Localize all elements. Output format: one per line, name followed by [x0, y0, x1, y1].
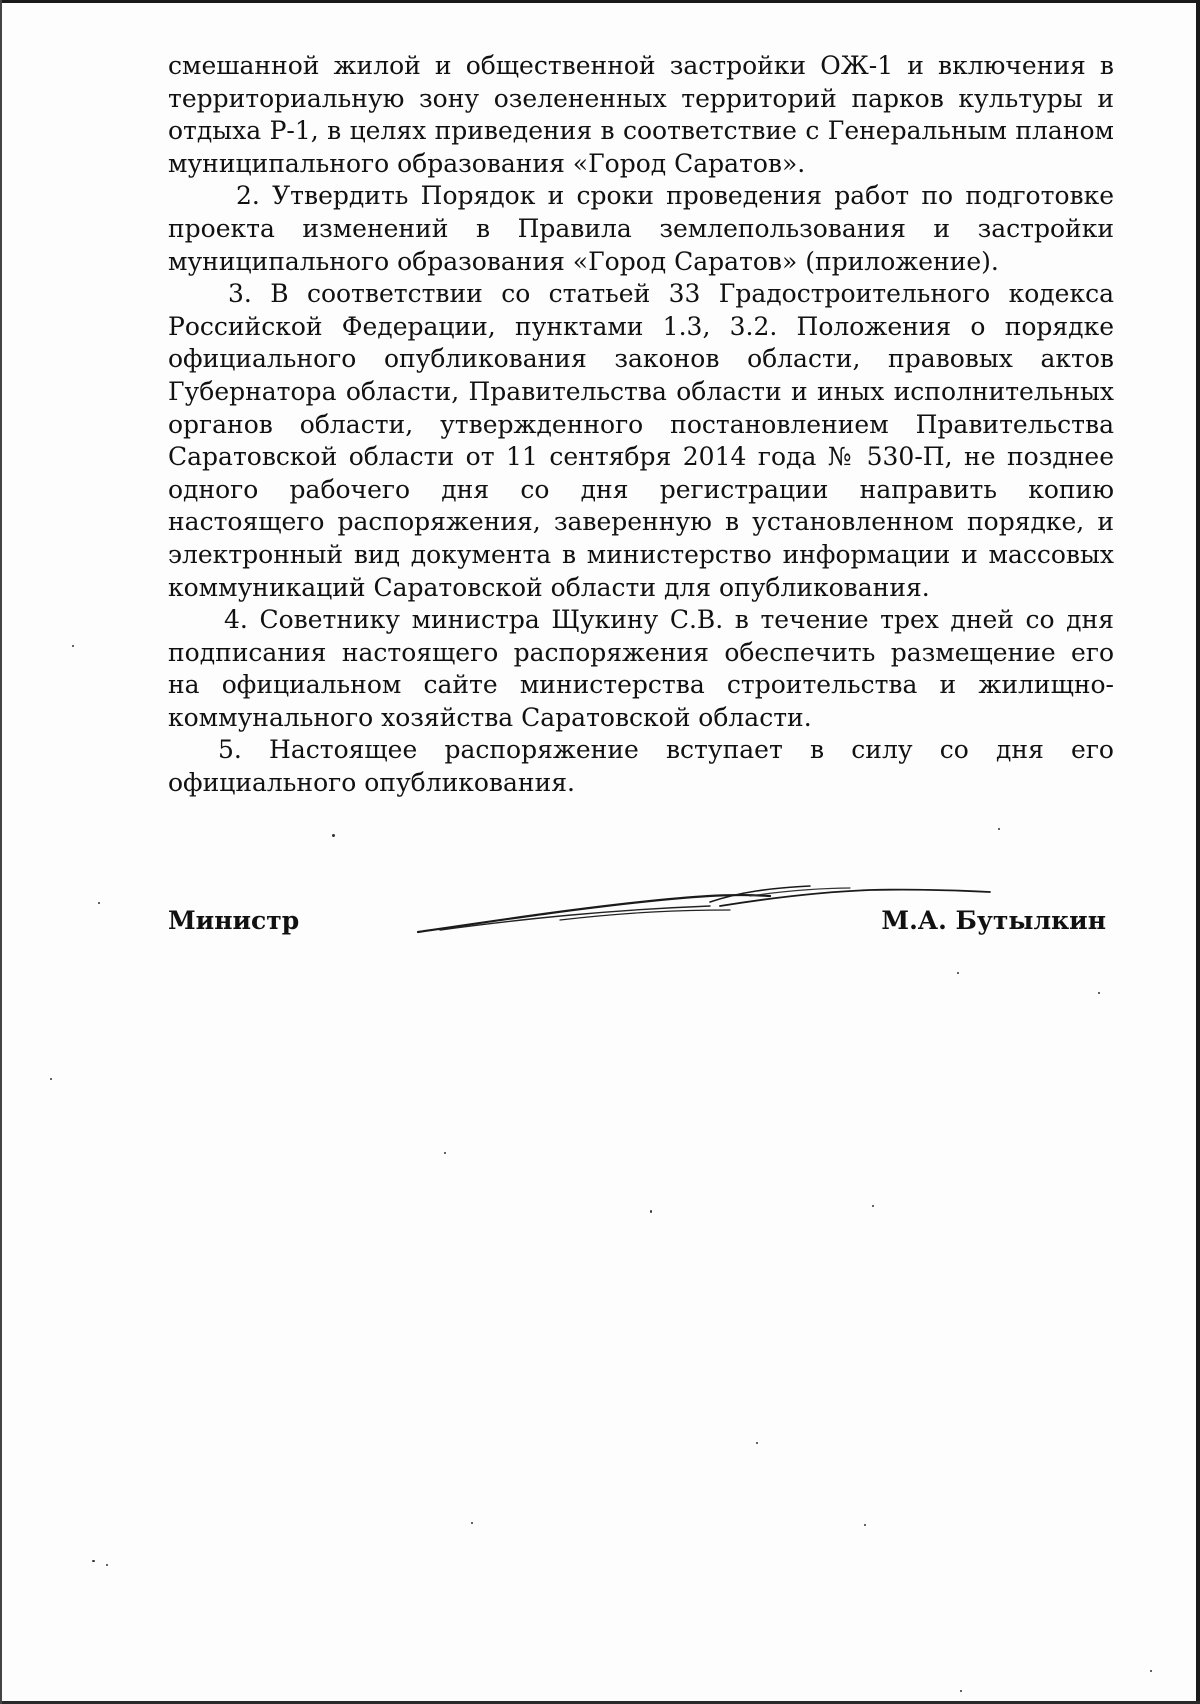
- scan-edge-left: [0, 0, 2, 1704]
- scan-speck: [1150, 1670, 1152, 1672]
- scan-speck: [98, 902, 100, 904]
- paragraph-4: 4. Советнику министра Щукину С.В. в течение трех дней со дня подписания настоящего распоряжения обеспечить размещение его на официальном сайте министерства строительства и жилищно-коммунального хозяйства Саратовской области.: [168, 605, 1114, 732]
- scan-edge-top: [0, 0, 1200, 3]
- paragraph-3: 3. В соответствии со статьей 33 Градостроительного кодекса Российской Федерации, пунктами 1.3, 3.2. Положения о порядке официального опубликования законов области, правовых актов Губернатора области, Правительства области и иных исполнительных органов области, утвержденного постановлением Правительства Саратовской области от 11 сентября 2014 года № 530-П, не позднее одного рабочего дня со дня регистрации направить копию настоящего распоряжения, заверенную в установленном порядке, и электронный вид документа в министерство информации и массовых коммуникаций Саратовской области для опубликования.: [168, 279, 1114, 602]
- signatory-title: Министр: [168, 906, 300, 935]
- scan-speck: [957, 972, 959, 974]
- scan-speck: [756, 1442, 758, 1444]
- scan-speck: [444, 1152, 446, 1154]
- scan-speck: [650, 1210, 652, 1213]
- scan-speck: [864, 1524, 866, 1526]
- scan-speck: [92, 1560, 95, 1562]
- scan-speck: [960, 1690, 962, 1692]
- signature-block: [168, 902, 1114, 952]
- signatory-name: М.А. Бутылкин: [881, 906, 1106, 935]
- scan-edge-right: [1196, 0, 1200, 1704]
- scan-speck: [872, 1205, 874, 1207]
- scan-speck: [998, 828, 1000, 830]
- scan-speck: [50, 1078, 52, 1080]
- paragraph-5: 5. Настоящее распоряжение вступает в силу со дня его официального опубликования.: [168, 735, 1114, 798]
- paragraph-1-continuation: смешанной жилой и общественной застройки ОЖ-1 и включения в территориальную зону озелененных территорий парков культуры и отдыха Р-1, в целях приведения в соответствие с Генеральным планом муниципального образования «Город Саратов».: [168, 51, 1114, 178]
- scan-speck: [471, 1522, 473, 1524]
- paragraph-2: 2. Утвердить Порядок и сроки проведения работ по подготовке проекта изменений в Правила землепользования и застройки муниципального образования «Город Саратов» (приложение).: [168, 181, 1114, 276]
- scan-speck: [332, 834, 335, 837]
- scan-speck: [72, 645, 74, 647]
- scan-speck: [106, 1564, 108, 1566]
- scan-speck: [1098, 992, 1100, 994]
- document-body: [168, 50, 1114, 800]
